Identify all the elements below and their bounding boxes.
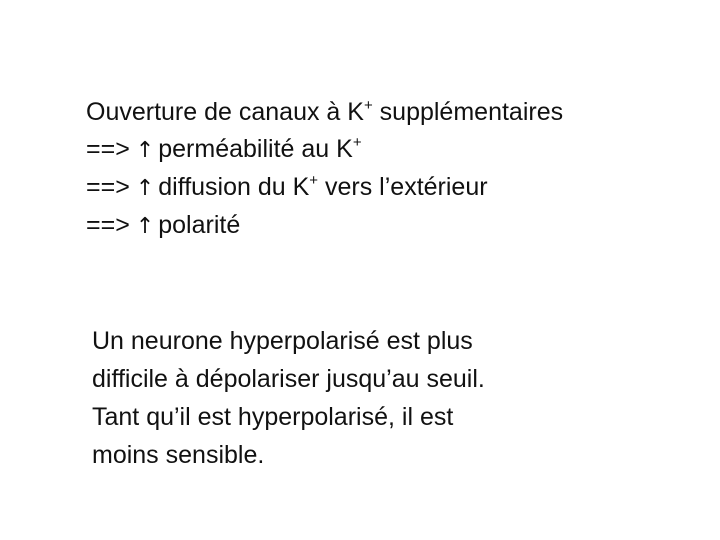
line-permeability [86, 131, 686, 169]
effect-list [86, 94, 686, 245]
superscript-plus: + [309, 172, 319, 189]
line-opening-channels [86, 94, 686, 131]
line-text: diffusion du K [158, 173, 310, 201]
up-arrow-icon: ↑ [135, 138, 155, 163]
paragraph-line: moins sensible. [92, 441, 265, 469]
superscript-plus: + [363, 97, 373, 114]
line-polarity [86, 207, 686, 245]
paragraph-line: Un neurone hyperpolarisé est plus [92, 327, 473, 355]
implies-arrow-text: ==> [86, 211, 130, 239]
up-arrow-icon: ↑ [135, 214, 155, 239]
line-text: polarité [158, 211, 241, 239]
implies-arrow-text: ==> [86, 135, 130, 163]
line-text: perméabilité au K [158, 135, 353, 163]
superscript-plus: + [352, 134, 362, 151]
line-text: Ouverture de canaux à K [86, 98, 364, 126]
implies-arrow-text: ==> [86, 173, 130, 201]
explanation-paragraph [92, 322, 652, 474]
paragraph-line: difficile à dépolariser jusqu’au seuil. [92, 365, 485, 393]
line-diffusion [86, 169, 686, 207]
up-arrow-icon: ↑ [135, 176, 155, 201]
line-text-after: vers l’extérieur [318, 173, 488, 201]
paragraph-line: Tant qu’il est hyperpolarisé, il est [92, 403, 454, 431]
line-text-after: supplémentaires [372, 98, 564, 126]
